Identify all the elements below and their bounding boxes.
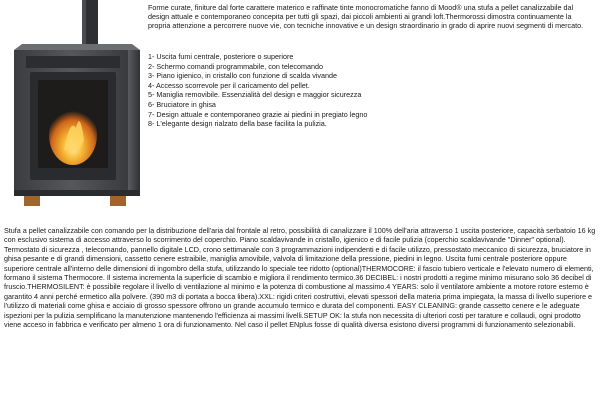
description-paragraph: Stufa a pellet canalizzabile con comando per la distribuzione dell'aria dal frontale al retro, possibilità di canalizzare il 100% dell'aria attraverso 1 uscita posteriore, capacità serbatoio 16 kg con esclusivo sistema di accesso attraverso lo scorrimento del coperchio. Piano scaldavivande in cristallo, igienico e di facile pulizia (coperchio scaldavivande "Dinner" optional). Termostato di sicurezza , telecomando, pannello digitale LCD, crono settimanale con 3 programmazioni indipendenti e di facile utilizzo, pressostato meccanico di sicurezza, bruciatore in ghisa pesante e di grandi dimensioni, cassetto cenere estraibile, maniglia amovibile, valvola di limitazione della pressione, piedini in legno. Uscita fumi centrale posteriore oppure superiore centrale all'interno delle dimensioni di ingombro della stufa, utilizzando lo speciale tee ridotto (optional)THERMOCORE: il fascio tubiero verticale e l'elevato numero di elementi, formano il sistema Thermocore. Il sistema incrementa la superficie di scambio e migliora il rendimento termico.36 DECIBEL: i nostri prodotti a regime minimo misurano solo 36 decibel di fruscio.THERMOSILENT: è possibile regolare il livello di ventilazione al minimo e la potenza di combustione al massimo.4 YEARS: solo il ventilatore ambiente a motore rotore esterno è garantito 4 anni perché ermetico alla polvere. (390 m3 di portata a bocca libera).XXL: rigidi criteri costruttivi, elevati spessori della materia prima impiegata, la massa di livello superiore e l'utilizzo di materiali come ghisa e acciaio di grosso spessore offrono un grande accumulo termico e durata del componenti. EASY CLEANING: grande cassetto cenere e le adeguate ispezioni per la pulizia semplificano la manutenzione mantenendo l'efficienza ai massimi livelli.SETUP OK: la stufa non necessita di ulteriori costi per tarature e collaudi, ogni prodotto viene acceso in fabbrica e verificato per almeno 1 ora di funzionamento. Nel caso il pellet ENplus fosse di qualità diversa esistono diversi programmi di funzionamento selezionabili. — [4, 226, 596, 330]
feature-item: 5- Maniglia removibile. Essenzialità del design e maggior sicurezza — [148, 90, 362, 100]
wood-foot-left — [24, 196, 40, 206]
feature-item: 8- L'elegante design rialzato della base facilita la pulizia. — [148, 119, 327, 129]
feature-item: 1- Uscita fumi centrale, posteriore o superiore — [148, 52, 294, 61]
feature-item: 6- Bruciatore in ghisa — [148, 99, 216, 109]
stove-side — [128, 50, 140, 190]
intro-paragraph: Forme curate, finiture dal forte carattere materico e raffinate tinte monocromatiche fanno di Mood® una stufa a pellet canalizzabile dal design attuale e contemporaneo concepita per tutti gli spazi, dai piccoli ambienti ai grandi loft.Thermorossi dimostra continuamente la propria attenzione a percorrere nuove vie, con tecniche innovative e un design straordinario in grado di aprire nuovi segmenti di mercato. — [148, 3, 584, 30]
stove-top — [14, 44, 140, 50]
stove-base — [14, 190, 140, 196]
feature-item: 3- Piano igienico, in cristallo con funzione di scalda vivande — [148, 71, 337, 81]
control-panel — [26, 56, 120, 68]
stove-product-image — [0, 0, 145, 210]
feature-item: 2- Schermo comandi programmabile, con telecomando — [148, 61, 323, 71]
feature-item: 7- Design attuale e contemporaneo grazie ai piedini in pregiato legno — [148, 109, 368, 119]
feature-list — [148, 52, 594, 129]
feature-item: 4- Accesso scorrevole per il caricamento del pellet. — [148, 80, 310, 90]
wood-foot-right — [110, 196, 126, 206]
